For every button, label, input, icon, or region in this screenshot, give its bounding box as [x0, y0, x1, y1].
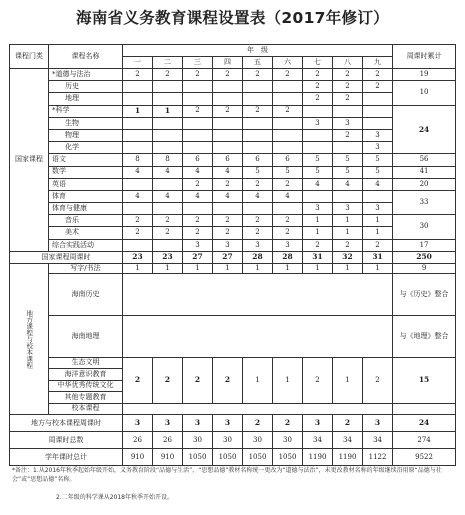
- page-title: 海南省义务教育课程设置表（2017年修订）: [76, 9, 389, 27]
- hours-cell: 34: [363, 432, 393, 449]
- hours-cell: 5: [303, 166, 333, 178]
- grade-header: 年 级: [123, 45, 393, 57]
- table-row: [10, 178, 456, 190]
- hours-cell: 30: [183, 432, 213, 449]
- course-name: 物理: [49, 129, 123, 141]
- table-row: [10, 69, 456, 81]
- hours-cell: 3: [303, 415, 333, 432]
- hours-cell: [123, 81, 153, 93]
- hours-cell: 1: [333, 215, 363, 227]
- hours-cell: 2: [333, 93, 363, 105]
- hours-cell: [213, 142, 243, 154]
- hours-cell: 2: [153, 215, 183, 227]
- hours-cell: 2: [243, 215, 273, 227]
- hours-cell: 2: [273, 178, 303, 190]
- hours-cell: 1: [303, 215, 333, 227]
- hours-cell: [243, 117, 273, 129]
- total-cell: 9: [393, 263, 456, 273]
- hours-cell: 3: [363, 142, 393, 154]
- hours-cell: 1: [213, 263, 243, 273]
- hours-cell: 2: [303, 239, 333, 251]
- table-row: [10, 203, 456, 215]
- hours-cell: 1: [303, 227, 333, 239]
- hours-cell: 31: [363, 251, 393, 263]
- hours-cell: [123, 315, 393, 357]
- course-name: 海洋意识教育: [49, 369, 123, 381]
- hours-cell: 2: [213, 357, 243, 403]
- hours-cell: 3: [183, 415, 213, 432]
- hours-cell: 28: [273, 251, 303, 263]
- table-row: [10, 93, 456, 105]
- course-name: 其他专题教育: [49, 392, 123, 404]
- hours-cell: 4: [123, 190, 153, 202]
- hours-cell: [153, 142, 183, 154]
- hours-cell: 2: [213, 178, 243, 190]
- table-row: [10, 129, 456, 141]
- hours-cell: [123, 117, 153, 129]
- hours-cell: [243, 81, 273, 93]
- hours-cell: [213, 93, 243, 105]
- course-name: 综合实践活动: [49, 239, 123, 251]
- table-row: [10, 81, 456, 93]
- table-row: [10, 263, 456, 273]
- total-cell: 与《地理》整合: [393, 315, 456, 357]
- hours-cell: 2: [183, 178, 213, 190]
- hours-cell: 2: [243, 105, 273, 117]
- hours-cell: [333, 190, 363, 202]
- hours-cell: 2: [243, 415, 273, 432]
- table-body: [10, 45, 456, 466]
- hours-cell: 4: [303, 178, 333, 190]
- hours-cell: [123, 178, 153, 190]
- course-name: 生态文明: [49, 357, 123, 369]
- hours-cell: 1190: [333, 449, 363, 466]
- course-name: 地理: [49, 93, 123, 105]
- hours-cell: 2: [333, 81, 363, 93]
- course-name: *道德与法治: [49, 69, 123, 81]
- hours-cell: 2: [273, 227, 303, 239]
- hours-cell: 3: [363, 415, 393, 432]
- grade-7: 七: [303, 57, 333, 69]
- hours-cell: 3: [213, 239, 243, 251]
- local-category: [10, 263, 49, 415]
- hours-cell: 4: [153, 190, 183, 202]
- hours-cell: [273, 93, 303, 105]
- hours-cell: 4: [123, 166, 153, 178]
- hours-cell: 2: [303, 69, 333, 81]
- hours-cell: [213, 129, 243, 141]
- hours-cell: 5: [333, 166, 363, 178]
- hours-cell: 3: [153, 415, 183, 432]
- local-total-label: 地方与校本课程周课时: [10, 415, 123, 432]
- hours-cell: 27: [183, 251, 213, 263]
- hours-cell: 2: [183, 357, 213, 403]
- hours-cell: 3: [123, 415, 153, 432]
- hours-cell: 2: [273, 69, 303, 81]
- note-2: 2.二年级的科学课从2018年秋季开始开设。: [56, 494, 173, 501]
- yearly-total-row: [10, 449, 456, 466]
- hours-cell: 2: [153, 69, 183, 81]
- table-row: [10, 239, 456, 251]
- total-cell: 274: [393, 432, 456, 449]
- hours-cell: [183, 203, 213, 215]
- total-cell: 9522: [393, 449, 456, 466]
- hours-cell: 1050: [183, 449, 213, 466]
- hours-cell: 8: [153, 154, 183, 166]
- hours-cell: [153, 93, 183, 105]
- course-name: 数学: [49, 166, 123, 178]
- hours-cell: 2: [363, 81, 393, 93]
- total-cell: 24: [393, 415, 456, 432]
- table-row: [10, 166, 456, 178]
- total-cell: 56: [393, 154, 456, 166]
- hours-cell: [213, 81, 243, 93]
- hours-cell: [213, 203, 243, 215]
- hours-cell: 1: [333, 263, 363, 273]
- hours-cell: 2: [333, 69, 363, 81]
- hours-cell: 1: [153, 105, 183, 117]
- yearly-total-label: 学年课时总计: [10, 449, 123, 466]
- total-cell: 30: [393, 215, 456, 239]
- local-total-row: [10, 415, 456, 432]
- grade-6: 六: [273, 57, 303, 69]
- course-name: 体育: [49, 190, 123, 202]
- hours-cell: 26: [123, 432, 153, 449]
- total-cell: 250: [393, 251, 456, 263]
- hours-cell: 1: [123, 105, 153, 117]
- total-cell: 20: [393, 178, 456, 190]
- hours-cell: 4: [183, 190, 213, 202]
- course-header: 课程名称: [49, 45, 123, 69]
- hours-cell: 2: [273, 105, 303, 117]
- hours-cell: [243, 203, 273, 215]
- hours-cell: [303, 142, 333, 154]
- hours-cell: 2: [363, 69, 393, 81]
- hours-cell: 34: [333, 432, 363, 449]
- course-name: 海南地理: [49, 315, 123, 357]
- hours-cell: 2: [333, 239, 363, 251]
- hours-cell: 1: [363, 263, 393, 273]
- grade-3: 三: [183, 57, 213, 69]
- hours-cell: 910: [153, 449, 183, 466]
- hours-cell: [243, 129, 273, 141]
- national-category: 国家课程: [10, 69, 49, 252]
- hours-cell: 4: [243, 190, 273, 202]
- hours-cell: 4: [363, 178, 393, 190]
- hours-cell: [363, 190, 393, 202]
- hours-cell: 27: [213, 251, 243, 263]
- total-header: 周课时累计: [393, 45, 456, 69]
- hours-cell: 2: [123, 215, 153, 227]
- hours-cell: [303, 129, 333, 141]
- hours-cell: [153, 81, 183, 93]
- hours-cell: 26: [153, 432, 183, 449]
- hours-cell: 28: [243, 251, 273, 263]
- course-name: 美术: [49, 227, 123, 239]
- hours-cell: [153, 203, 183, 215]
- hours-cell: 2: [333, 415, 363, 432]
- hours-cell: 2: [303, 93, 333, 105]
- hours-cell: 2: [243, 69, 273, 81]
- total-cell: 19: [393, 69, 456, 81]
- hours-cell: [153, 178, 183, 190]
- hours-cell: 2: [363, 239, 393, 251]
- table-row: [10, 357, 456, 369]
- grade-2: 二: [153, 57, 183, 69]
- hours-cell: 2: [303, 81, 333, 93]
- hours-cell: [273, 117, 303, 129]
- hours-cell: 2: [123, 69, 153, 81]
- hours-cell: 1: [153, 263, 183, 273]
- hours-cell: 34: [303, 432, 333, 449]
- hours-cell: [333, 105, 363, 117]
- hours-cell: 23: [153, 251, 183, 263]
- hours-cell: 2: [213, 69, 243, 81]
- hours-cell: 1: [363, 215, 393, 227]
- hours-cell: [183, 117, 213, 129]
- course-name: 写字/书法: [49, 263, 123, 273]
- hours-cell: [183, 129, 213, 141]
- hours-cell: [243, 142, 273, 154]
- national-total-label: 国家课程周课时: [10, 251, 123, 263]
- hours-cell: 2: [243, 227, 273, 239]
- local-category-label: 地方课程与校本课程: [25, 309, 34, 369]
- hours-cell: 4: [153, 166, 183, 178]
- hours-cell: 2: [213, 215, 243, 227]
- hours-cell: 31: [303, 251, 333, 263]
- hours-cell: 2: [273, 215, 303, 227]
- hours-cell: 30: [273, 432, 303, 449]
- hours-cell: 2: [153, 357, 183, 403]
- total-cell: 15: [393, 357, 456, 403]
- hours-cell: [123, 142, 153, 154]
- hours-cell: 6: [213, 154, 243, 166]
- grade-9: 九: [363, 57, 393, 69]
- table-row: [10, 105, 456, 117]
- hours-cell: 5: [333, 154, 363, 166]
- hours-cell: 1122: [363, 449, 393, 466]
- hours-cell: 1050: [243, 449, 273, 466]
- hours-cell: 3: [213, 415, 243, 432]
- hours-cell: 3: [303, 203, 333, 215]
- hours-cell: 2: [183, 227, 213, 239]
- course-name: 海南历史: [49, 273, 123, 315]
- hours-cell: 30: [243, 432, 273, 449]
- hours-cell: 4: [333, 178, 363, 190]
- hours-cell: 2: [363, 357, 393, 403]
- hours-cell: 5: [273, 166, 303, 178]
- course-name: 中华优秀传统文化: [49, 380, 123, 392]
- hours-cell: 1: [243, 263, 273, 273]
- hours-cell: [273, 129, 303, 141]
- hours-cell: 6: [273, 154, 303, 166]
- hours-cell: 1: [333, 227, 363, 239]
- hours-cell: 5: [303, 154, 333, 166]
- hours-cell: [123, 129, 153, 141]
- hours-cell: 1050: [273, 449, 303, 466]
- hours-cell: 2: [243, 178, 273, 190]
- hours-cell: [363, 117, 393, 129]
- hours-cell: [273, 142, 303, 154]
- hours-cell: 6: [183, 154, 213, 166]
- total-cell: 10: [393, 81, 456, 105]
- course-name: 化学: [49, 142, 123, 154]
- hours-cell: [333, 142, 363, 154]
- hours-cell: [303, 190, 333, 202]
- hours-cell: 1: [273, 263, 303, 273]
- hours-cell: 8: [123, 154, 153, 166]
- hours-cell: 23: [123, 251, 153, 263]
- hours-cell: 2: [123, 227, 153, 239]
- hours-cell: 1: [333, 357, 363, 403]
- hours-cell: 5: [243, 166, 273, 178]
- grade-4: 四: [213, 57, 243, 69]
- hours-cell: 2: [183, 69, 213, 81]
- table-row: [10, 315, 456, 357]
- hours-cell: 4: [273, 190, 303, 202]
- hours-cell: 4: [183, 166, 213, 178]
- hours-cell: 2: [213, 227, 243, 239]
- hours-cell: 3: [243, 239, 273, 251]
- category-header: 课程门类: [10, 45, 49, 69]
- hours-cell: 2: [153, 227, 183, 239]
- hours-cell: 2: [213, 105, 243, 117]
- course-name: *科学: [49, 105, 123, 117]
- hours-cell: 2: [183, 105, 213, 117]
- hours-cell: 1: [273, 357, 303, 403]
- hours-cell: [363, 93, 393, 105]
- hours-cell: 910: [123, 449, 153, 466]
- hours-cell: 1190: [303, 449, 333, 466]
- hours-cell: 3: [363, 129, 393, 141]
- hours-cell: 1: [243, 357, 273, 403]
- course-name: 体育与健康: [49, 203, 123, 215]
- table-row: [10, 273, 456, 315]
- course-name: 校本课程: [49, 403, 123, 415]
- hours-cell: 1050: [213, 449, 243, 466]
- hours-cell: 3: [333, 203, 363, 215]
- hours-cell: 32: [333, 251, 363, 263]
- hours-cell: 5: [363, 166, 393, 178]
- table-row: [10, 190, 456, 202]
- header-row: [10, 45, 456, 57]
- table-row: [10, 403, 456, 415]
- total-cell: 24: [393, 105, 456, 154]
- hours-cell: 3: [363, 203, 393, 215]
- hours-cell: 4: [213, 166, 243, 178]
- hours-cell: [123, 239, 153, 251]
- hours-cell: 6: [243, 154, 273, 166]
- hours-cell: 1: [183, 263, 213, 273]
- hours-cell: [303, 105, 333, 117]
- table-row: [10, 227, 456, 239]
- grade-5: 五: [243, 57, 273, 69]
- hours-cell: [243, 93, 273, 105]
- hours-cell: 3: [183, 239, 213, 251]
- note-1: *备注：1.从2016年秋季起始年级开始，义务教育阶段“品德与生活”、“思想品德”教材名称统一更改为“道德与法治”，未更改教材名称的年级继续沿用原“品德与社会”或“思想品德”名称。: [12, 467, 442, 483]
- hours-cell: 30: [213, 432, 243, 449]
- grade-1: 一: [123, 57, 153, 69]
- hours-cell: [213, 117, 243, 129]
- national-total-row: [10, 251, 456, 263]
- course-name: 语文: [49, 154, 123, 166]
- hours-cell: 5: [363, 154, 393, 166]
- total-cell: [393, 403, 456, 415]
- hours-cell: 2: [183, 215, 213, 227]
- hours-cell: 2: [123, 357, 153, 403]
- total-cell: 与《历史》整合: [393, 273, 456, 315]
- course-name: 生物: [49, 117, 123, 129]
- hours-cell: [273, 81, 303, 93]
- hours-cell: [123, 203, 153, 215]
- hours-cell: 1: [363, 227, 393, 239]
- hours-cell: 1: [303, 263, 333, 273]
- course-name: 历史: [49, 81, 123, 93]
- hours-cell: [363, 105, 393, 117]
- hours-cell: [183, 142, 213, 154]
- table-row: [10, 117, 456, 129]
- hours-cell: [123, 403, 393, 415]
- hours-cell: 3: [303, 117, 333, 129]
- table-row: [10, 142, 456, 154]
- total-cell: 17: [393, 239, 456, 251]
- weekly-total-label: 周课时总数: [10, 432, 123, 449]
- hours-cell: [123, 273, 393, 315]
- weekly-total-row: [10, 432, 456, 449]
- course-name: 音乐: [49, 215, 123, 227]
- hours-cell: [153, 129, 183, 141]
- hours-cell: 3: [273, 239, 303, 251]
- hours-cell: 3: [333, 117, 363, 129]
- hours-cell: [123, 93, 153, 105]
- hours-cell: 4: [213, 190, 243, 202]
- hours-cell: 2: [303, 357, 333, 403]
- hours-cell: 2: [273, 415, 303, 432]
- total-cell: 33: [393, 190, 456, 214]
- hours-cell: [153, 117, 183, 129]
- hours-cell: [153, 239, 183, 251]
- curriculum-table: [9, 44, 456, 466]
- total-cell: 41: [393, 166, 456, 178]
- grade-8: 八: [333, 57, 363, 69]
- hours-cell: 1: [123, 263, 153, 273]
- hours-cell: 2: [333, 129, 363, 141]
- hours-cell: [183, 81, 213, 93]
- hours-cell: [273, 203, 303, 215]
- table-row: [10, 215, 456, 227]
- hours-cell: [183, 93, 213, 105]
- table-row: [10, 154, 456, 166]
- course-name: 英语: [49, 178, 123, 190]
